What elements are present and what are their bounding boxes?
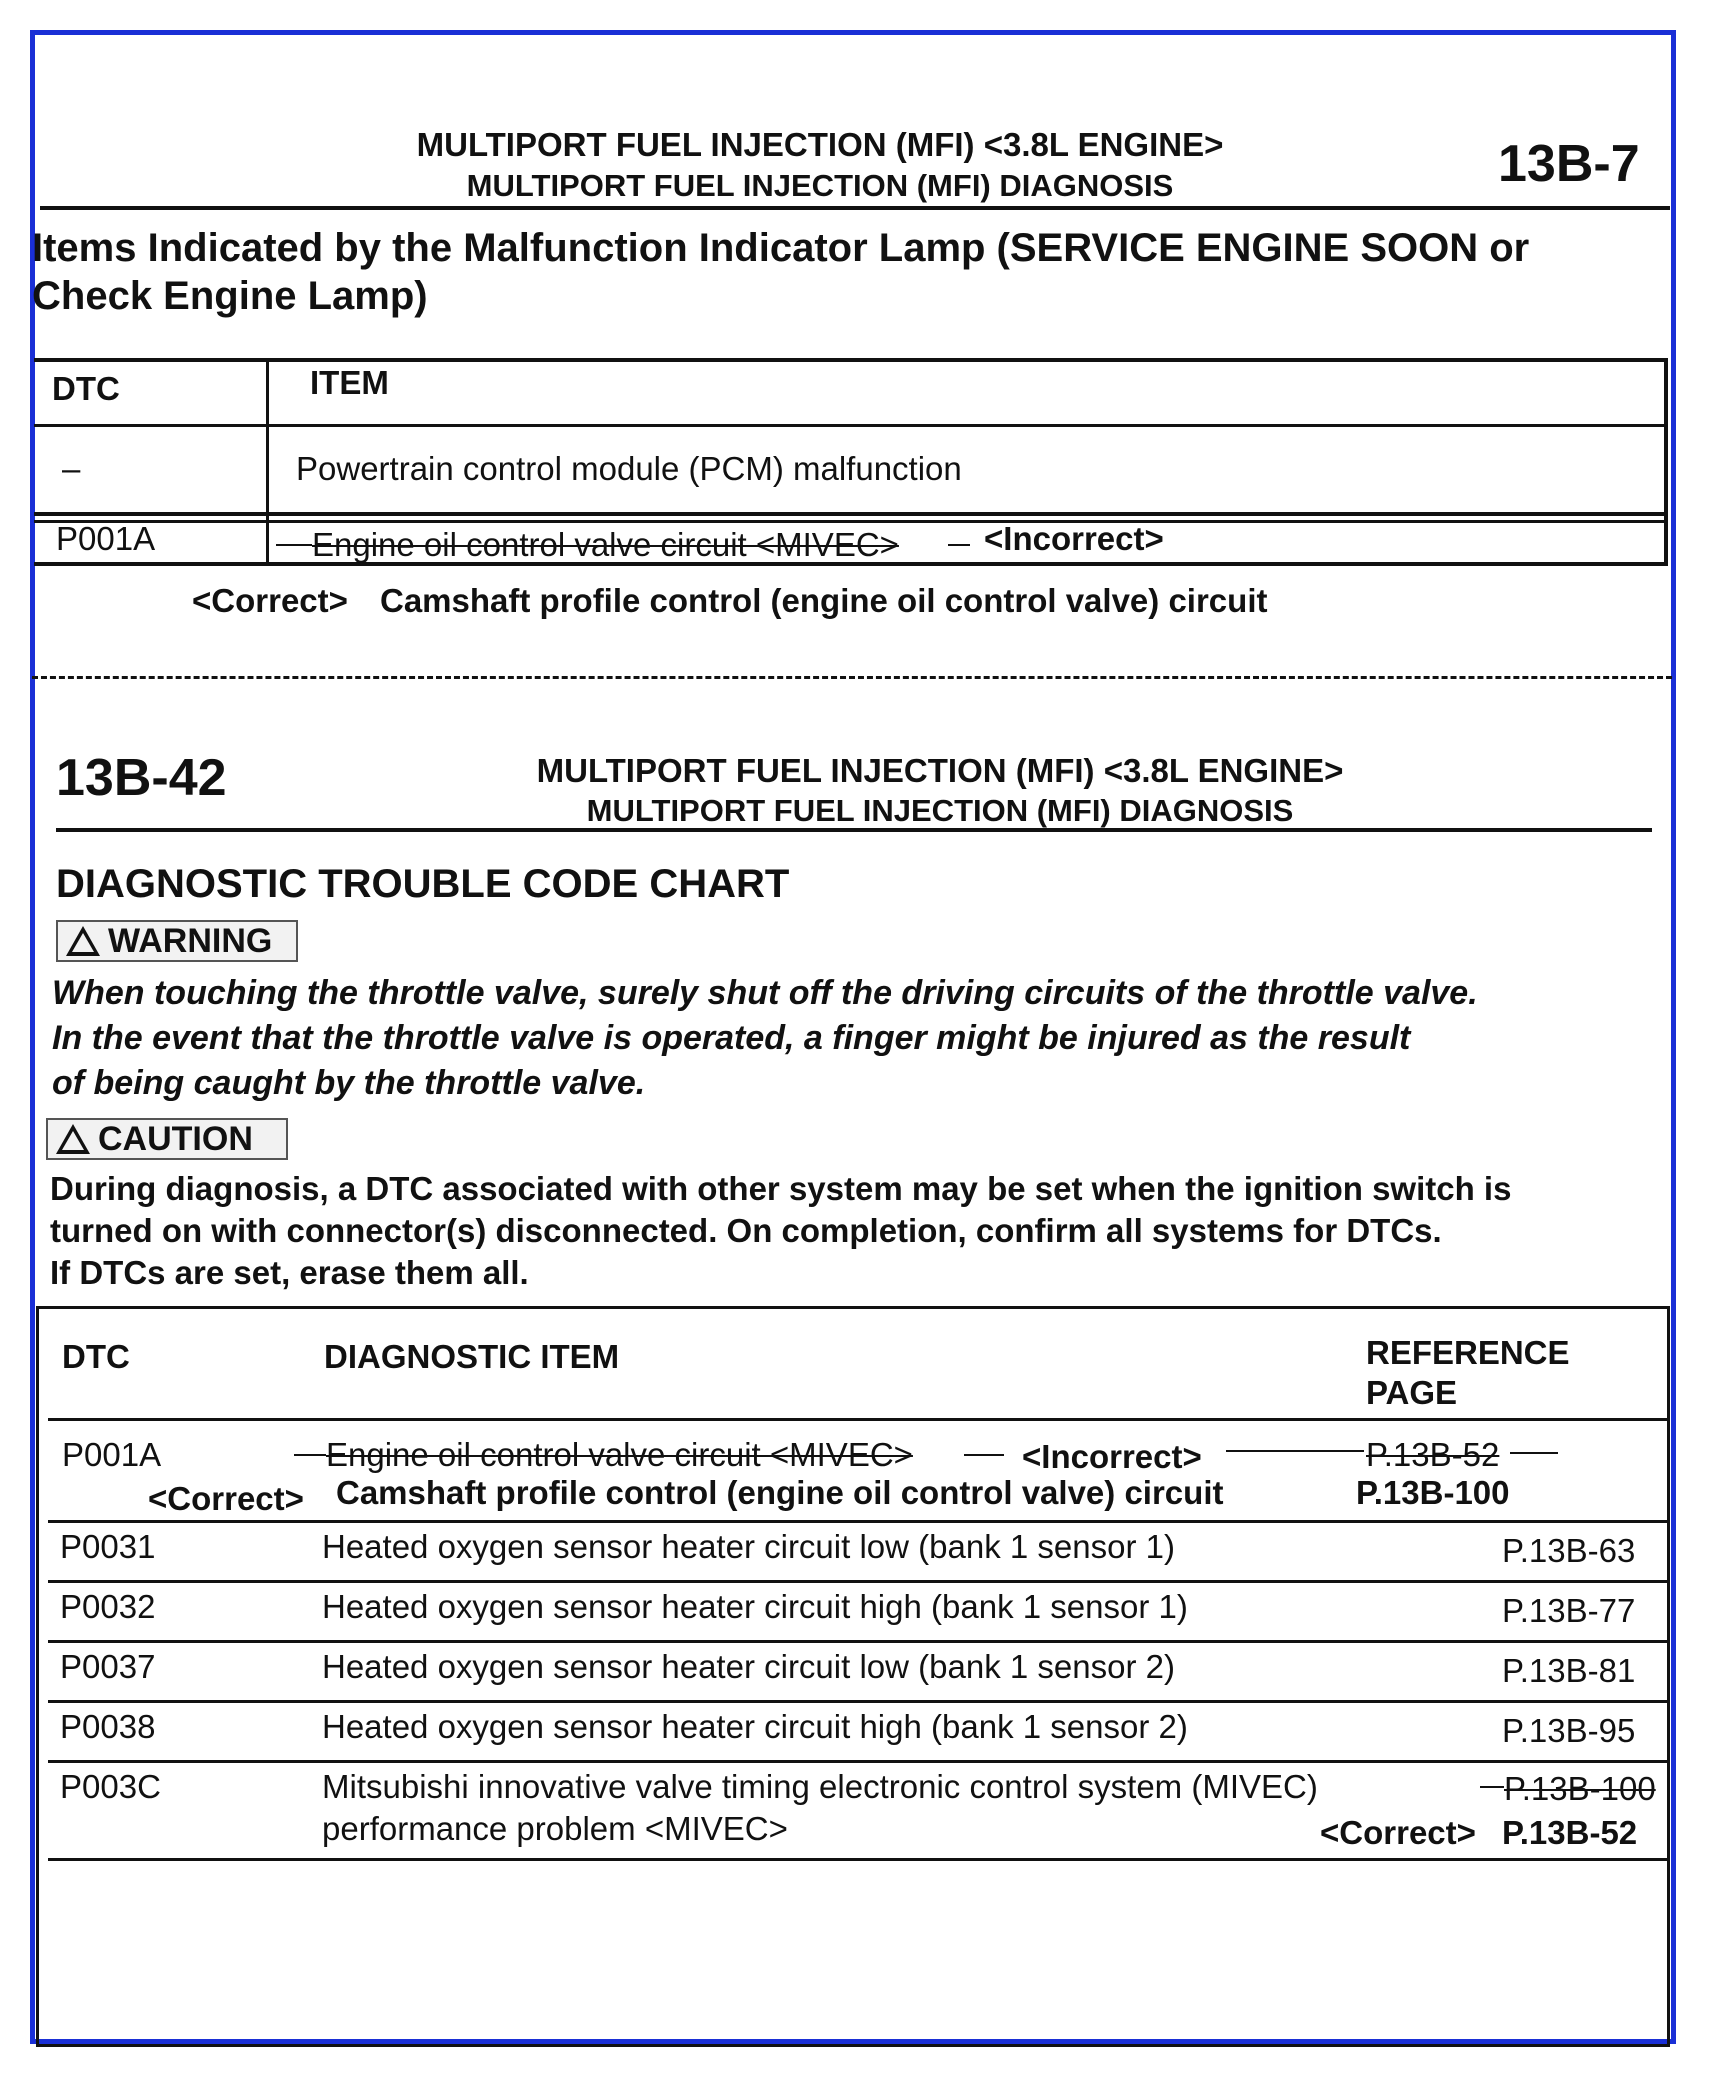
p1-row2-item-struck: Engine oil control valve circuit <MIVEC> — [312, 526, 899, 563]
p2-p001a-strike-ext3 — [1226, 1450, 1364, 1452]
p1-correct-text: Camshaft profile control (engine oil control valve) circuit — [380, 582, 1268, 619]
p1-row2-strike-ext — [276, 544, 312, 546]
p2-p001a-strike-ext — [294, 1454, 326, 1456]
p1-table-row1-line — [34, 424, 1668, 427]
p2-p003c-item-line2: performance problem <MIVEC> — [322, 1810, 788, 1847]
p1-table-row2-line — [34, 512, 1668, 516]
p2-p001a-strike-ext2 — [964, 1454, 1004, 1456]
p2-p001a-item-struck: Engine oil control valve circuit <MIVEC> — [326, 1436, 913, 1473]
p2-table-top — [36, 1306, 1670, 1309]
p2-row3-ref: P.13B-81 — [1502, 1652, 1636, 1689]
warning-line1: When touching the throttle valve, surely shut off the driving circuits of the throttle valve. — [52, 974, 1478, 1012]
caution-line1: During diagnosis, a DTC associated with other system may be set when the ignition switch is — [50, 1170, 1512, 1207]
p2-table-bottom — [36, 2044, 1670, 2047]
p2-row2-dtc: P0032 — [60, 1588, 156, 1625]
p1-correct-tag: <Correct> — [192, 582, 348, 619]
p2-row-line-2 — [48, 1580, 1668, 1583]
warning-icon: ! — [66, 926, 100, 956]
page1-header-line2: MULTIPORT FUEL INJECTION (MFI) DIAGNOSIS — [466, 168, 1174, 203]
page1-section-title-line1: Items Indicated by the Malfunction Indicator Lamp (SERVICE ENGINE SOON or — [32, 226, 1530, 270]
p2-header-line — [48, 1418, 1668, 1421]
p2-row-line-3 — [48, 1640, 1668, 1643]
p2-row4-item: Heated oxygen sensor heater circuit high (bank 1 sensor 2) — [322, 1708, 1188, 1745]
p2-row3-item: Heated oxygen sensor heater circuit low (bank 1 sensor 2) — [322, 1648, 1175, 1685]
p2-row-line-6 — [48, 1858, 1668, 1861]
p2-col-ref-line2: PAGE — [1366, 1374, 1458, 1411]
p2-p001a-correct-item: Camshaft profile control (engine oil control valve) circuit — [336, 1474, 1224, 1511]
p2-row1-ref: P.13B-63 — [1502, 1532, 1636, 1569]
p2-row2-item: Heated oxygen sensor heater circuit high (bank 1 sensor 1) — [322, 1588, 1188, 1625]
p1-table-divider — [266, 358, 269, 566]
p2-row1-item: Heated oxygen sensor heater circuit low (bank 1 sensor 1) — [322, 1528, 1175, 1565]
warning-label — [56, 920, 298, 962]
caution-line3: If DTCs are set, erase them all. — [50, 1254, 529, 1291]
p1-table-top — [34, 358, 1668, 362]
p2-col-dtc: DTC — [62, 1338, 130, 1375]
p1-table-row3-line — [34, 520, 1668, 523]
page1-section-title-line2: Check Engine Lamp) — [32, 274, 428, 318]
caution-line2: turned on with connector(s) disconnected. On completion, confirm all systems for DTCs. — [50, 1212, 1442, 1249]
p2-row-line-5 — [48, 1760, 1668, 1763]
page1-header-rule — [40, 206, 1670, 210]
p1-col-item: ITEM — [310, 364, 389, 401]
p2-row-line-1 — [48, 1520, 1668, 1523]
caution-label-text: CAUTION — [98, 1119, 253, 1158]
p2-table-left — [36, 1306, 39, 2046]
warning-line2: In the event that the throttle valve is operated, a finger might be injured as the result — [52, 1019, 1411, 1057]
p2-p001a-ref-strike-ext — [1510, 1452, 1558, 1454]
page2-title: DIAGNOSTIC TROUBLE CODE CHART — [56, 862, 790, 906]
page2-header-line2: MULTIPORT FUEL INJECTION (MFI) DIAGNOSIS — [586, 793, 1294, 828]
p2-row-line-4 — [48, 1700, 1668, 1703]
caution-icon: ! — [56, 1124, 90, 1154]
p2-p001a-ref-struck: P.13B-52 — [1366, 1436, 1500, 1473]
p2-p001a-correct-ref: P.13B-100 — [1356, 1474, 1510, 1511]
p2-p003c-correct-tag: <Correct> — [1320, 1814, 1476, 1851]
page2-page-number: 13B-42 — [56, 749, 227, 807]
p1-row2-dtc: P001A — [56, 520, 156, 557]
p1-row2-strike-ext2 — [948, 544, 970, 546]
p2-p003c-ref-struck: P.13B-100 — [1504, 1770, 1656, 1807]
p2-p003c-strike-ext — [1480, 1786, 1504, 1788]
p2-row4-dtc: P0038 — [60, 1708, 156, 1745]
p2-p003c-correct-ref: P.13B-52 — [1502, 1814, 1638, 1851]
page-separator — [32, 676, 1672, 679]
p2-p001a-incorrect-mark: <Incorrect> — [1022, 1438, 1202, 1475]
p2-row3-dtc: P0037 — [60, 1648, 156, 1685]
p1-row1-dtc: – — [62, 450, 81, 487]
p2-p003c-dtc: P003C — [60, 1768, 161, 1805]
p2-col-ref-line1: REFERENCE — [1366, 1334, 1570, 1371]
p1-table-right — [1664, 358, 1668, 566]
p2-p001a-correct-tag: <Correct> — [148, 1480, 304, 1517]
p2-row1-dtc: P0031 — [60, 1528, 156, 1565]
p2-p003c-item-line1: Mitsubishi innovative valve timing electronic control system (MIVEC) — [322, 1768, 1318, 1805]
warning-label-text: WARNING — [108, 921, 273, 960]
page2-header-rule — [56, 828, 1652, 832]
warning-line3: of being caught by the throttle valve. — [52, 1064, 646, 1102]
p2-table-right — [1667, 1306, 1670, 2046]
p2-row4-ref: P.13B-95 — [1502, 1712, 1636, 1749]
p1-row2-incorrect-mark: <Incorrect> — [984, 520, 1164, 557]
p1-col-dtc: DTC — [52, 370, 120, 407]
p2-col-item: DIAGNOSTIC ITEM — [324, 1338, 620, 1375]
p2-p001a-dtc: P001A — [62, 1436, 162, 1473]
page1-page-number: 13B-7 — [1498, 135, 1640, 193]
page2-header-line1: MULTIPORT FUEL INJECTION (MFI) <3.8L ENGINE> — [536, 752, 1344, 789]
p1-row1-item: Powertrain control module (PCM) malfunction — [296, 450, 962, 487]
caution-label — [46, 1118, 288, 1160]
p2-row2-ref: P.13B-77 — [1502, 1592, 1636, 1629]
page1-header-line1: MULTIPORT FUEL INJECTION (MFI) <3.8L ENGINE> — [416, 126, 1224, 163]
